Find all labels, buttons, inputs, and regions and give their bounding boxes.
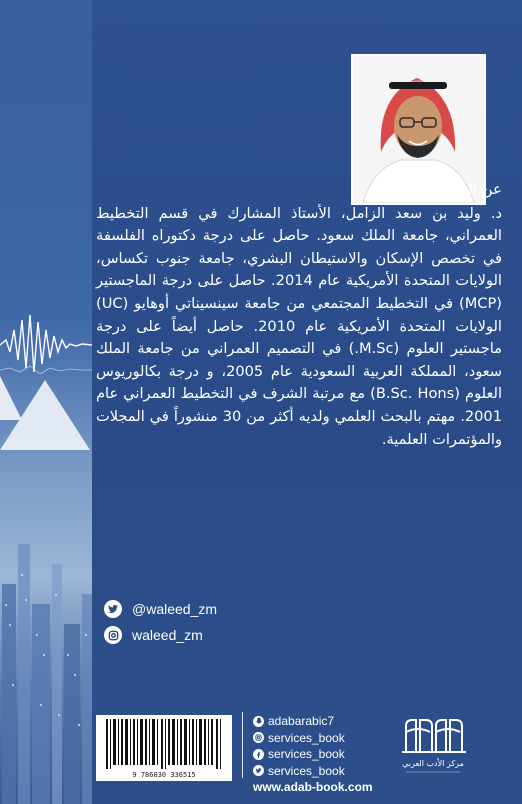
publisher-snapchat[interactable] <box>253 713 373 730</box>
city-buildings <box>0 504 92 804</box>
logo-text: مركز الأدب العربي <box>402 759 464 768</box>
twitter-icon <box>104 600 122 618</box>
twitter-handle: @waleed_zm <box>132 601 218 617</box>
author-twitter[interactable] <box>104 600 217 618</box>
footer-divider <box>242 712 243 778</box>
publisher-instagram[interactable] <box>253 730 373 747</box>
triangle-shape <box>0 380 90 450</box>
instagram-icon <box>104 626 122 644</box>
publisher-website[interactable] <box>253 779 373 796</box>
instagram-handle: services_book <box>268 730 345 745</box>
instagram-icon <box>253 732 264 743</box>
twitter-icon <box>253 765 264 776</box>
snapchat-handle: adabarabic7 <box>268 714 335 729</box>
publisher-facebook[interactable] <box>253 746 373 763</box>
twitter-handle: services_book <box>268 763 345 778</box>
publisher-logo <box>396 712 471 782</box>
instagram-handle: waleed_zm <box>132 627 203 643</box>
website-link[interactable]: www.adab-book.com <box>253 780 373 795</box>
publisher-contacts <box>253 713 373 796</box>
facebook-icon <box>253 749 264 760</box>
publisher-twitter[interactable] <box>253 763 373 780</box>
facebook-handle: services_book <box>268 747 345 762</box>
city-image-strip <box>0 0 92 804</box>
bio-text: د. وليد بن سعد الزامل، الأستاذ المشارك في قسم التخطيط العمراني، جامعة الملك سعود. حاصل على درجة دكتوراه الفلسفة في تخصص الإسكان والاستيطان البشري، جامعة جنوب تكساس، الولايات المتحدة الأمريكية عام 2014. حاصل على درجة الماجستير (MCP) في التخطيط المجتمعي من جامعة سينسيناتي أوهايو (UC) الولايات المتحدة الأمريكية عام 2010. حاصل أيضاً على درجة ماجستير العلوم (M.Sc.) في التصميم العمراني من جامعة الملك سعود، المملكة العربية السعودية عام 2005، و درجة بكالوريوس العلوم (B.Sc. Hons) مع مرتبة الشرف في التخطيط العمراني عام 2001. مهتم بالبحث العلمي ولديه أكثر من 30 منشوراً في المجلات والمؤتمرات العلمية. <box>96 204 503 448</box>
author-instagram[interactable] <box>104 626 203 644</box>
barcode-number: 9 786030 336515 <box>132 771 196 779</box>
author-bio <box>96 178 502 451</box>
snapchat-icon <box>253 716 264 727</box>
bio-heading: عن المؤلف: <box>426 180 502 198</box>
